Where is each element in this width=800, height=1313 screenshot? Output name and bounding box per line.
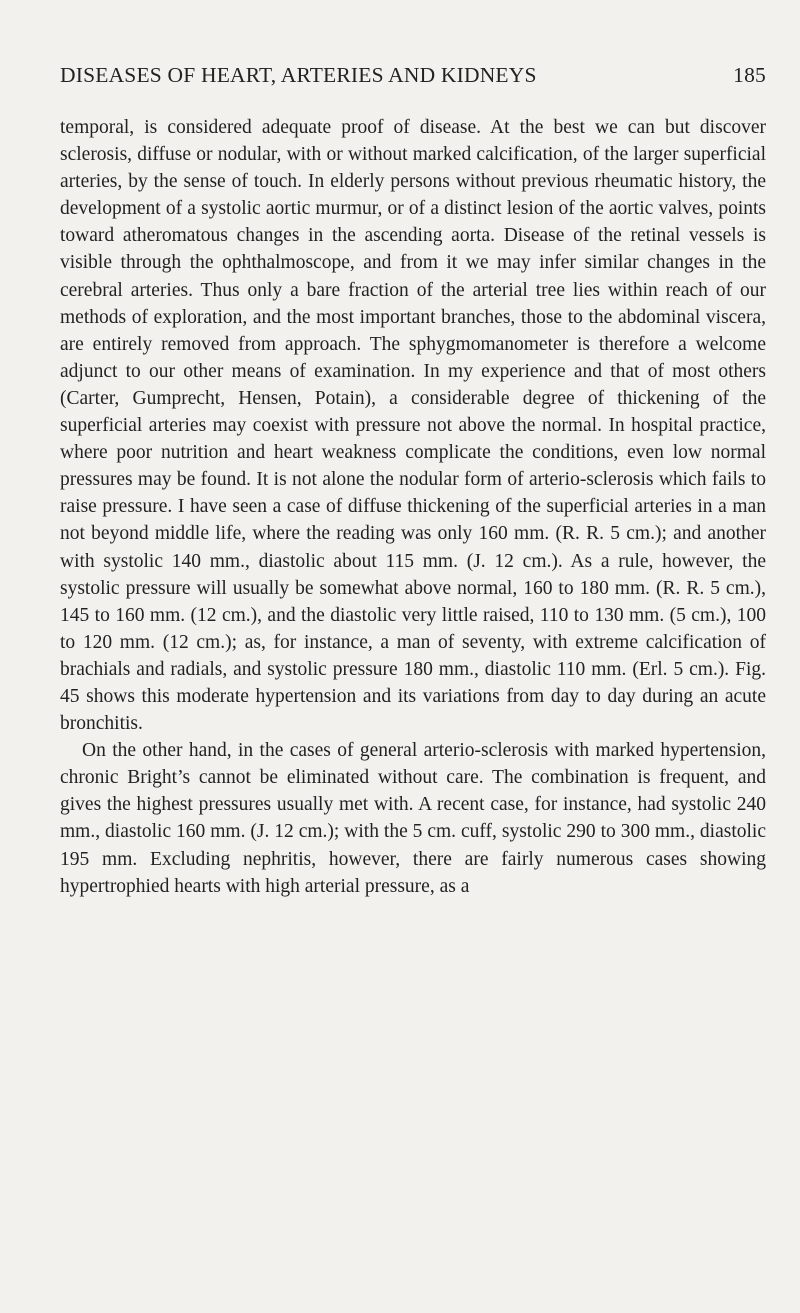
running-title: DISEASES OF HEART, ARTERIES AND KIDNEYS	[60, 63, 537, 87]
page-number: 185	[733, 63, 766, 87]
page-header	[60, 63, 766, 97]
paragraph-2: On the other hand, in the cases of general arterio-sclerosis with marked hypertension, chronic Bright’s cannot be eliminated without care. The combination is frequent, and gives the highest pressures usually met with. A recent case, for instance, had systolic 240 mm., diastolic 160 mm. (J. 12 cm.); with the 5 cm. cuff, systolic 290 to 300 mm., diastolic 195 mm. Excluding nephritis, however, there are fairly numerous cases showing hypertrophied hearts with high arterial pressure, as a	[60, 740, 766, 897]
paragraph-1: temporal, is considered adequate proof of disease. At the best we can but discover sclerosis, diffuse or nodular, with or without marked calcification, of the larger superficial arteries, by the sense of touch. In elderly persons without previous rheumatic history, the development of a systolic aortic murmur, or of a distinct lesion of the aortic valves, points toward atheromatous changes in the ascending aorta. Disease of the retinal vessels is visible through the ophthalmoscope, and from it we may infer similar changes in the cerebral arteries. Thus only a bare fraction of the arterial tree lies within reach of our methods of exploration, and the most important branches, those to the abdominal viscera, are entirely removed from approach. The sphygmomanometer is therefore a welcome adjunct to our other means of examination. In my experience and that of most others (Carter, Gumprecht, Hensen, Potain), a considerable degree of thickening of the superficial arteries may coexist with pressure not above the normal. In hospital practice, where poor nutrition and heart weakness complicate the conditions, even low normal pressures may be found. It is not alone the nodular form of arterio-sclerosis which fails to raise pressure. I have seen a case of diffuse thickening of the superficial arteries in a man not beyond middle life, where the reading was only 160 mm. (R. R. 5 cm.); and another with systolic 140 mm., diastolic about 115 mm. (J. 12 cm.). As a rule, however, the systolic pressure will usually be somewhat above normal, 160 to 180 mm. (R. R. 5 cm.), 145 to 160 mm. (12 cm.), and the diastolic very little raised, 110 to 130 mm. (5 cm.), 100 to 120 mm. (12 cm.); as, for instance, a man of seventy, with extreme calcification of brachials and radials, and systolic pressure 180 mm., diastolic 110 mm. (Erl. 5 cm.). Fig. 45 shows this moderate hypertension and its variations from day to day during an acute bronchitis.	[60, 117, 766, 735]
body-text	[60, 114, 766, 900]
